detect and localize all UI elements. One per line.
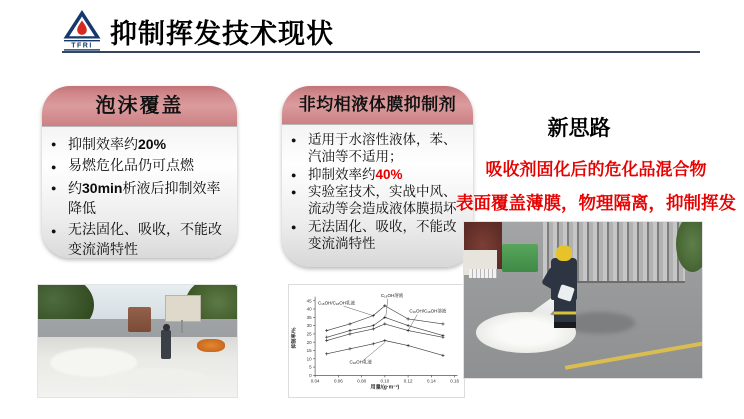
card-liquid-film-inhibitor <box>282 86 473 267</box>
logo-rule-top <box>64 40 100 41</box>
photo-yellow-road-line <box>565 340 702 369</box>
y-tick-label: 10 <box>306 356 312 362</box>
firefighter-spray-photo <box>464 222 702 378</box>
new-idea-title: 新思路 <box>547 117 611 140</box>
y-tick-label: 40 <box>306 306 312 312</box>
x-tick-label: 0.08 <box>357 378 366 384</box>
bullet-text: 适用于水溶性液体，苯、汽油等不适用； <box>308 132 457 164</box>
photo-white-picket <box>469 269 498 278</box>
card-title: 泡沫覆盖 <box>42 86 237 127</box>
photo-sign-pole <box>181 320 183 333</box>
foam-road-photo <box>38 285 237 397</box>
new-idea-line1: 吸收剂固化后的危化品混合物 <box>485 160 707 179</box>
new-idea-line2: 表面覆盖薄膜，物理隔离，抑制挥发 <box>456 193 736 213</box>
series-label: C₁₆OH/C₁₈OH溶液 <box>409 308 447 314</box>
photo-firefighter-helmet <box>556 245 573 261</box>
title-divider <box>62 51 700 53</box>
bullet-item <box>291 167 465 184</box>
x-tick-label: 0.14 <box>426 378 436 384</box>
data-marker <box>407 324 410 327</box>
y-tick-label: 30 <box>306 323 312 329</box>
bullet-item <box>291 132 465 166</box>
bullet-text: 40% <box>375 166 403 182</box>
suppression-rate-chart <box>288 284 465 398</box>
bullet-text: 易燃危化品仍可点燃 <box>68 159 194 174</box>
data-marker <box>348 347 351 350</box>
data-marker <box>325 329 328 332</box>
series-label: C₁₆OH溶液 <box>380 292 404 298</box>
data-marker <box>441 322 444 325</box>
data-marker <box>441 354 444 357</box>
series-line <box>327 317 443 337</box>
bullet-item <box>291 184 465 218</box>
y-tick-label: 35 <box>306 314 312 320</box>
chart-canvas <box>289 285 464 397</box>
y-tick-label: 25 <box>306 331 312 337</box>
y-tick-label: 0 <box>309 372 312 378</box>
bullet-item <box>291 219 465 253</box>
y-axis-label: 抑制率/% <box>291 327 298 349</box>
new-idea-block <box>448 112 744 215</box>
page-title: 抑制挥发技术现状 <box>110 19 334 49</box>
x-tick-label: 0.06 <box>333 378 343 384</box>
card-bullet-list <box>282 125 473 267</box>
data-marker <box>407 344 410 347</box>
data-marker <box>383 339 386 342</box>
data-marker <box>407 329 410 332</box>
x-tick-label: 0.16 <box>450 378 459 384</box>
photo-road-sign <box>165 295 201 322</box>
data-marker <box>325 339 328 342</box>
photo-foam-patch <box>106 368 209 393</box>
bullet-text: 无法固化、吸收，不能改变流淌特性 <box>308 218 457 251</box>
label-leader <box>408 314 417 330</box>
logo-text: TFRI <box>71 42 93 50</box>
bullet-text: 30min <box>82 180 123 196</box>
photo-truck <box>128 307 152 332</box>
x-tick-label: 0.12 <box>403 378 413 384</box>
y-tick-label: 5 <box>309 364 312 370</box>
label-leader <box>344 306 374 316</box>
data-marker <box>441 336 444 339</box>
data-marker <box>325 352 328 355</box>
bullet-text: 无法固化、吸收，不能改变流淌特性 <box>68 223 222 258</box>
bullet-text: 抑制效率约 <box>68 138 138 153</box>
card-foam-coverage <box>42 86 237 258</box>
x-tick-label: 0.10 <box>380 378 390 384</box>
series-label: C₁₆OH/C₁₈OH乳液 <box>318 300 356 306</box>
series-label: C₁₈OH乳液 <box>349 359 372 365</box>
photo-firefighter-head <box>163 324 169 331</box>
data-marker <box>325 336 328 339</box>
x-axis-label: 用量/(g·m⁻²) <box>370 384 400 391</box>
photo-crew <box>197 339 225 352</box>
photo-firefighter <box>161 330 171 359</box>
bullet-item <box>51 178 229 220</box>
photo-firefighter-legs <box>554 297 575 324</box>
y-tick-label: 20 <box>306 339 312 345</box>
data-marker <box>372 327 375 330</box>
card-title: 非均相液体膜抑制剂 <box>282 86 473 125</box>
card-bullet-list <box>42 127 237 258</box>
tfri-logo <box>62 9 102 51</box>
data-marker <box>407 317 410 320</box>
bullet-text: 约 <box>68 182 82 197</box>
data-marker <box>372 342 375 345</box>
photo-green-dumpster <box>502 244 538 272</box>
bullet-text: 20% <box>138 136 167 152</box>
data-marker <box>383 322 386 325</box>
y-tick-label: 45 <box>306 298 312 304</box>
bullet-item <box>51 157 229 177</box>
data-marker <box>348 322 351 325</box>
data-marker <box>348 332 351 335</box>
bullet-text: 析液后抑制效率降低 <box>68 182 221 217</box>
bullet-text: 抑制效率约 <box>308 166 376 182</box>
bullet-item <box>51 221 229 258</box>
y-tick-label: 15 <box>306 348 312 354</box>
data-marker <box>348 329 351 332</box>
x-tick-label: 0.04 <box>310 378 320 384</box>
photo-firefighter-boots <box>554 322 575 328</box>
bullet-text: 实验室技术，实战中风、流动等会造成液体膜损坏 <box>308 184 457 217</box>
bullet-item <box>51 134 229 156</box>
